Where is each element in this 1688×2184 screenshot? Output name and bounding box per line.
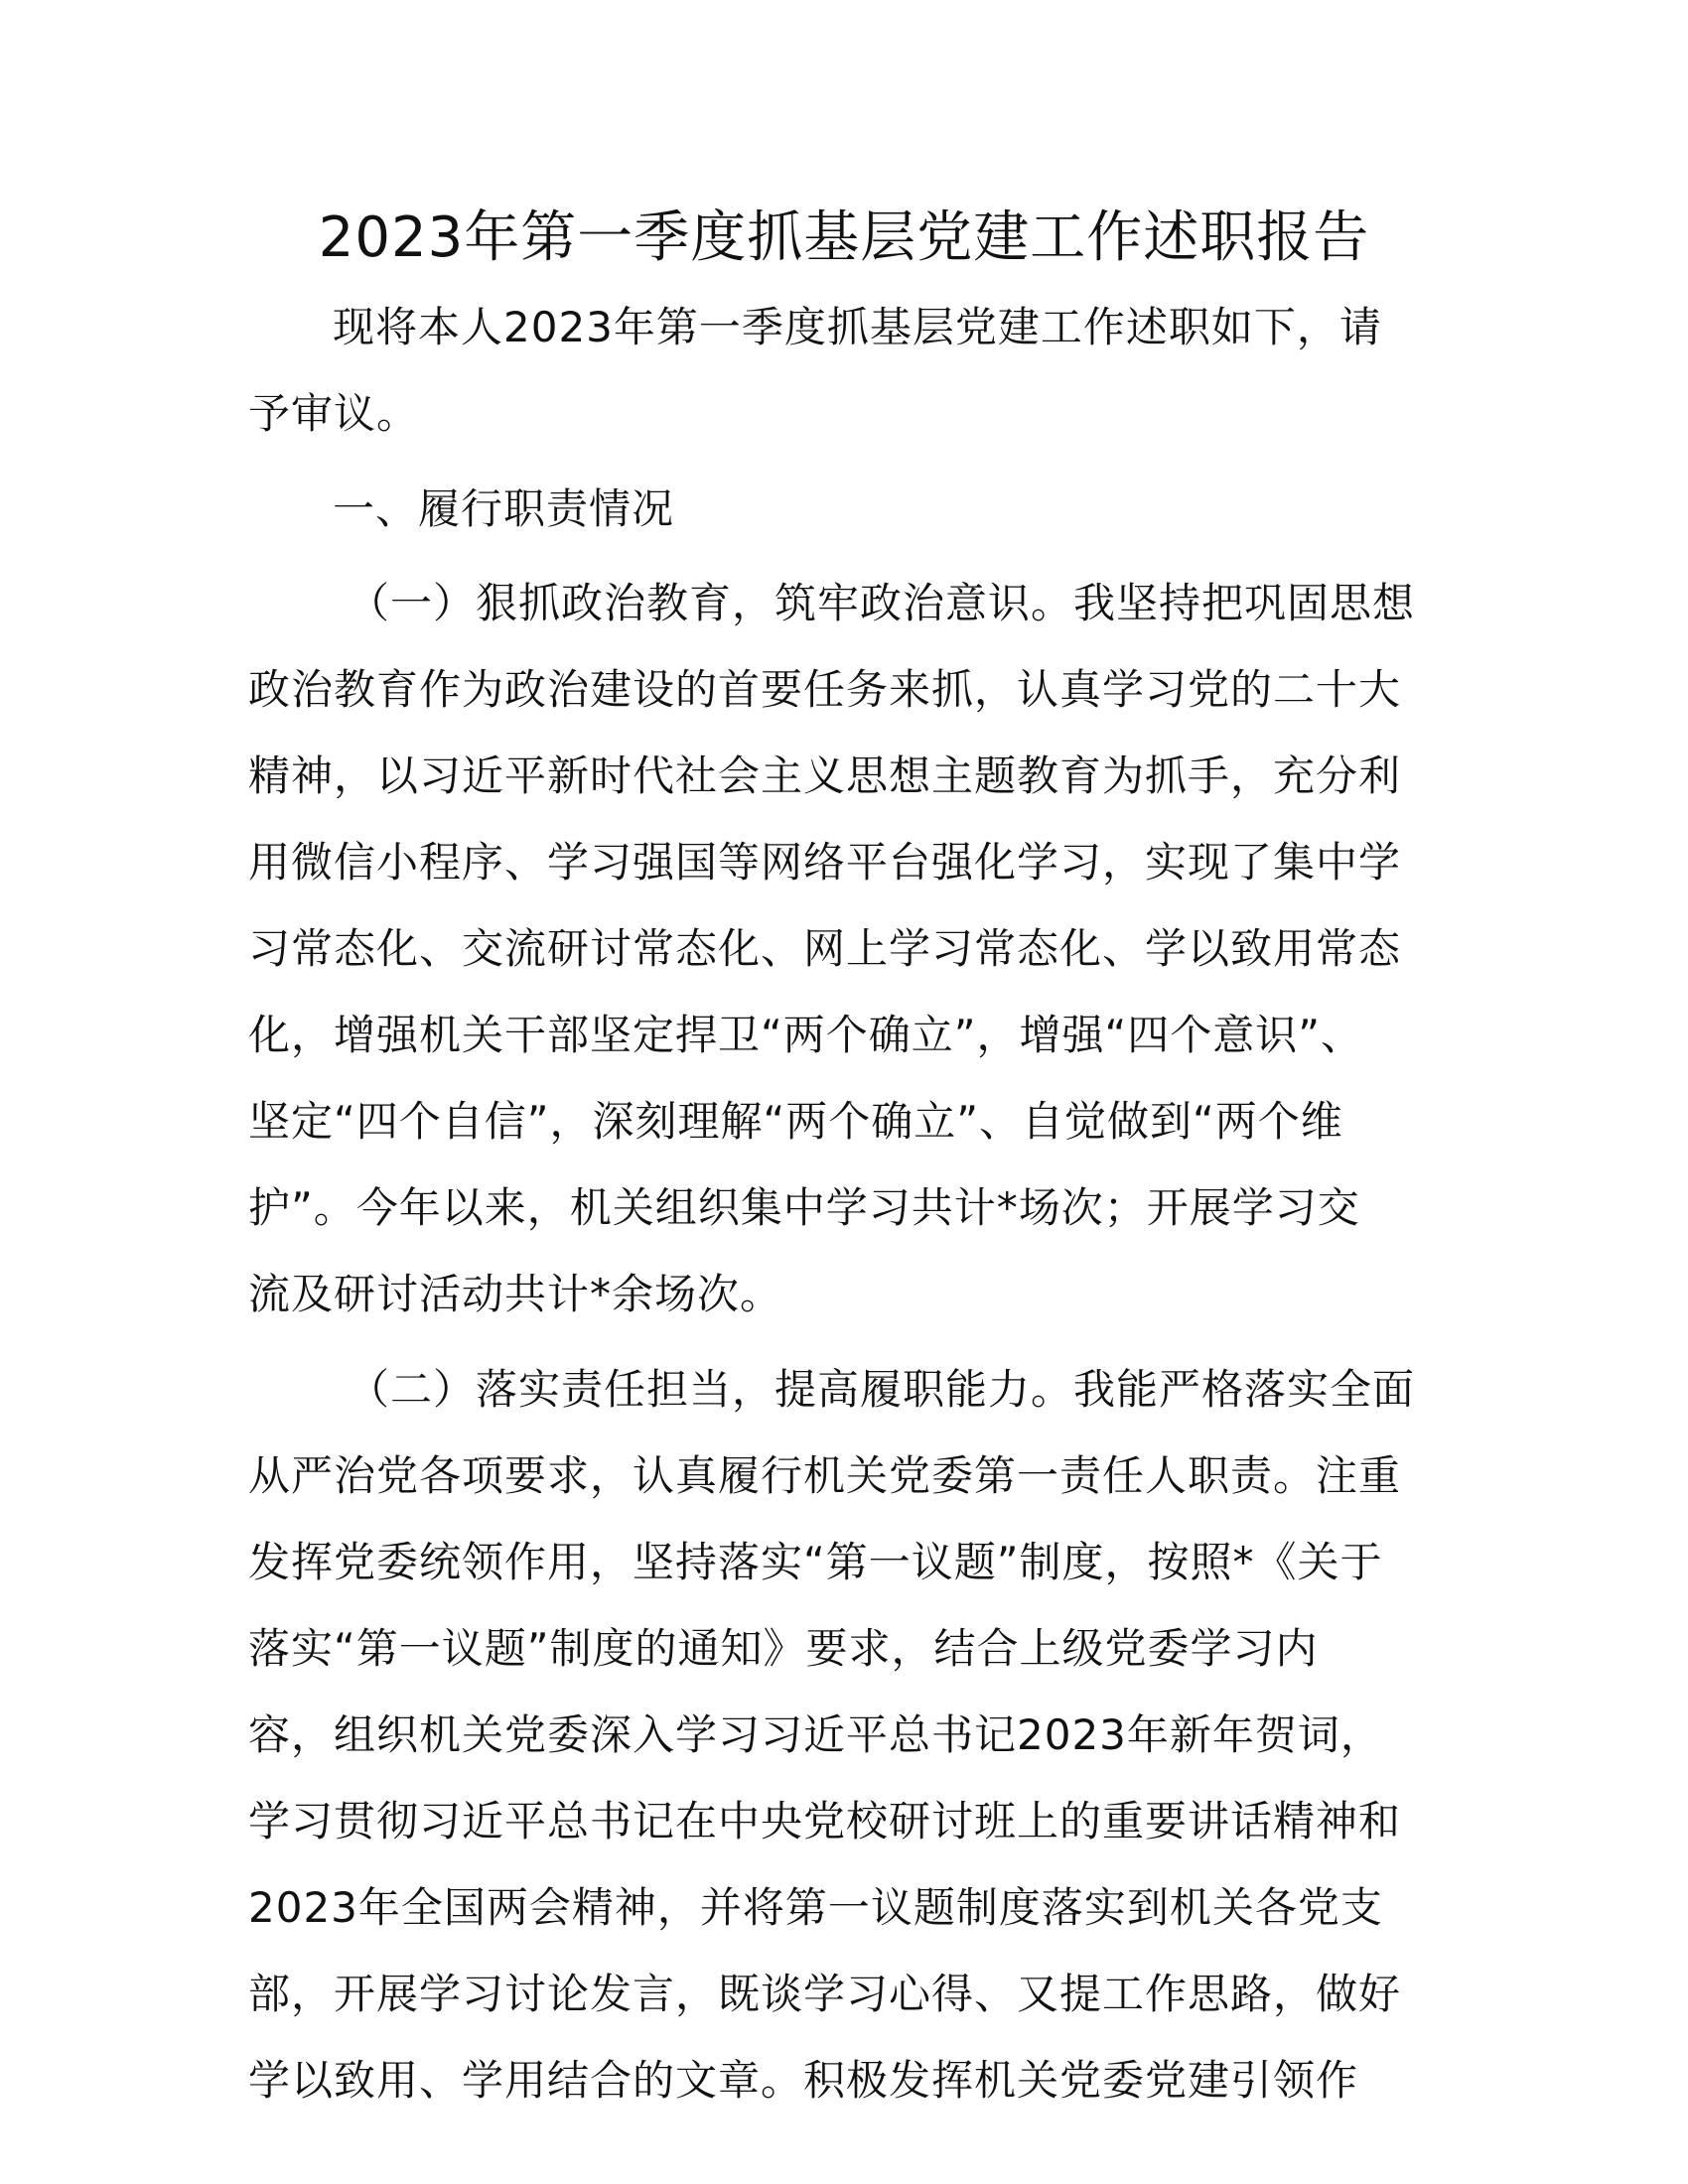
section-heading: 一、履行职责情况 <box>333 484 675 533</box>
paragraph-line: 落实“第一议题”制度的通知》要求，结合上级党委学习内 <box>248 1624 1319 1673</box>
paragraph-line: 从严治党各项要求，认真履行机关党委第一责任人职责。注重 <box>248 1451 1402 1500</box>
paragraph-line: 现将本人2023年第一季度抓基层党建工作述职如下，请 <box>333 303 1382 351</box>
paragraph-line: 2023年全国两会精神，并将第一议题制度落实到机关各党支 <box>248 1883 1383 1932</box>
paragraph-line: 予审议。 <box>248 389 420 438</box>
document-title: 2023年第一季度抓基层党建工作述职报告 <box>318 205 1370 270</box>
paragraph-line: （一）狠抓政治教育，筑牢政治意识。我坚持把巩固思想 <box>348 579 1416 627</box>
paragraph-line: 精神，以习近平新时代社会主义思想主题教育为抓手，充分利 <box>248 751 1402 800</box>
paragraph-line: 学习贯彻习近平总书记在中央党校研讨班上的重要讲话精神和 <box>248 1797 1402 1845</box>
paragraph-line: 发挥党委统领作用，坚持落实“第一议题”制度，按照*《关于 <box>248 1538 1383 1586</box>
paragraph-line: （二）落实责任担当，提高履职能力。我能严格落实全面 <box>348 1365 1416 1414</box>
paragraph-line: 容，组织机关党委深入学习习近平总书记2023年新年贺词， <box>248 1710 1383 1759</box>
paragraph-line: 学以致用、学用结合的文章。积极发挥机关党委党建引领作 <box>248 2056 1359 2105</box>
paragraph-line: 部，开展学习讨论发言，既谈学习心得、又提工作思路，做好 <box>248 1970 1402 2018</box>
paragraph-line: 流及研讨活动共计*余场次。 <box>248 1270 783 1318</box>
paragraph-line: 化，增强机关干部坚定捍卫“两个确立”，增强“四个意识”、 <box>248 1011 1364 1059</box>
paragraph-line: 护”。今年以来，机关组织集中学习共计*场次；开展学习交 <box>248 1183 1360 1232</box>
paragraph-line: 坚定“四个自信”，深刻理解“两个确立”、自觉做到“两个维 <box>248 1097 1343 1146</box>
paragraph-line: 政治教育作为政治建设的首要任务来抓，认真学习党的二十大 <box>248 665 1402 714</box>
paragraph-line: 习常态化、交流研讨常态化、网上学习常态化、学以致用常态 <box>248 924 1402 973</box>
paragraph-line: 用微信小程序、学习强国等网络平台强化学习，实现了集中学 <box>248 838 1402 887</box>
